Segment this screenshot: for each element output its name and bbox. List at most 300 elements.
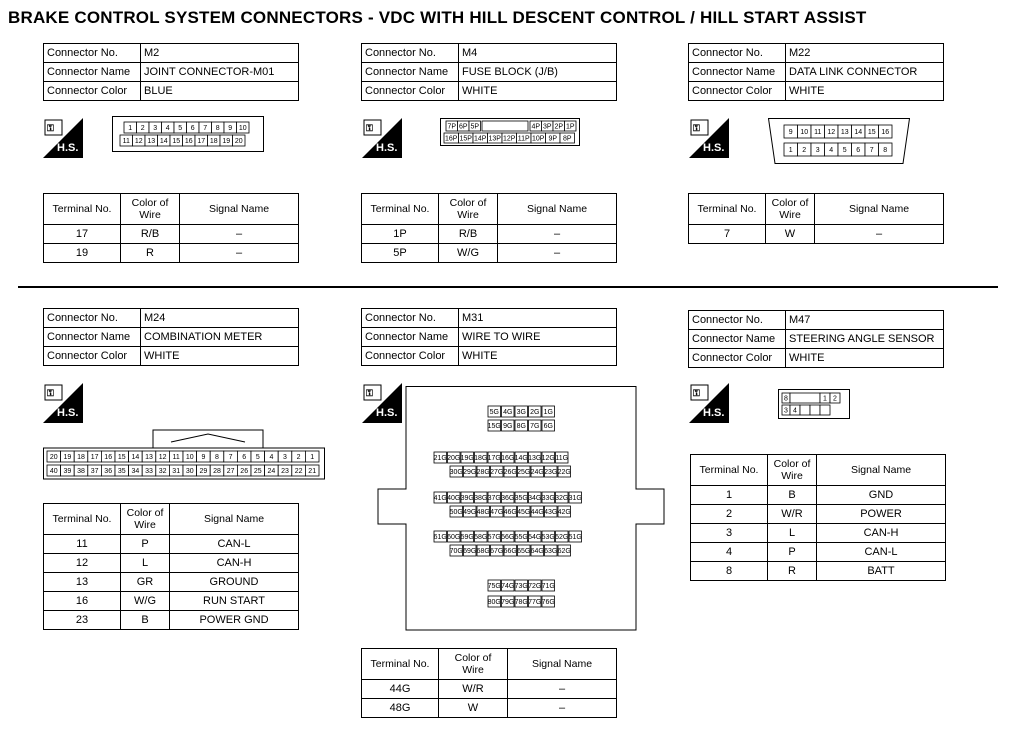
hs-label: H.S. [376,142,398,154]
pin-label: 19G [460,455,474,462]
pin-label: 40G [447,495,461,502]
color-of-wire-header: Color of Wire [766,194,815,225]
pin-label: 23G [544,469,558,476]
pin-cell [558,545,571,556]
pin-cell [463,466,476,477]
pin-cell [811,143,825,156]
table-row: 48G W – [362,699,617,718]
section-divider [18,286,998,288]
pin-label: 58G [474,534,488,541]
pin-cell [292,451,306,462]
pin-cell [517,133,532,143]
pin-cell [542,420,555,431]
pin-label: 44G [530,509,544,516]
connector-color-value: WHITE [786,82,944,101]
connector-color-value: WHITE [141,347,299,366]
pin-cell [488,133,503,143]
terminal-table [361,648,617,718]
pin-cell [560,133,575,143]
connector-info-table [361,43,617,101]
pin-label: 13 [840,129,849,136]
pin-label: 18 [209,138,218,145]
connector-face-m31 [376,386,666,637]
pin-cell [251,451,265,462]
pin-label: 14P [474,135,487,143]
pin-label: 75G [487,583,501,590]
pin-label: 24G [530,469,544,476]
connector-color-value: WHITE [459,347,617,366]
page-title: BRAKE CONTROL SYSTEM CONNECTORS - VDC WITH HILL DESCENT CONTROL / HILL START ASSIST [8,8,867,27]
color-of-wire-header: Color of Wire [439,194,498,225]
pin-label: 80G [487,599,501,606]
terminal-no-header: Terminal No. [691,455,768,486]
pin-cell [865,143,879,156]
connector-color-value: BLUE [141,82,299,101]
pin-label: 47G [490,509,504,516]
pin-label: 57G [487,534,501,541]
pin-label: 28 [213,468,221,475]
pin-label: 41G [433,495,447,502]
pin-label: 22 [294,468,303,475]
pin-label: 30G [449,469,463,476]
hs-label: H.S. [57,142,79,154]
pin-cell [504,545,517,556]
pin-cell [183,135,196,146]
pin-label: 29 [199,468,208,475]
signal-name-header: Signal Name [180,194,299,225]
pin-cell [463,506,476,517]
pin-label: 27G [490,469,504,476]
pin-label: 62G [557,548,571,555]
pin-cell [865,125,879,138]
pin-cell [542,492,555,503]
pin-label: 35G [514,495,528,502]
pin-cell [477,506,490,517]
pin-label: 79G [501,599,515,606]
table-row: 19 R – [44,244,299,263]
pin-cell [170,135,183,146]
svg-text:⚿: ⚿ [47,388,54,398]
pin-label: 42G [557,509,571,516]
pin-cell [458,121,470,131]
pin-label: 78G [514,599,528,606]
pin-label: 1 [788,147,793,154]
pin-cell [47,465,61,476]
pin-cell [784,125,798,138]
pin-cell [474,531,487,542]
terminal-table [688,193,944,244]
pin-cell [782,405,790,415]
pin-cell [474,452,487,463]
pin-cell [558,466,571,477]
pin-label: 7 [203,125,208,132]
pin-cell [251,465,265,476]
pin-label: 15 [867,129,876,136]
terminal-table [43,503,299,630]
pin-label: 31 [172,468,181,475]
pin-cell [879,143,893,156]
pin-cell [515,580,528,591]
pin-cell [531,466,544,477]
pin-cell [517,466,530,477]
pin-label: 5 [178,125,183,132]
pin-label: 30 [185,468,194,475]
pin-label: 17G [487,455,501,462]
pin-label: 3 [153,125,158,132]
pin-label: 6 [242,454,247,461]
pin-cell [558,506,571,517]
connector-info-table [43,308,299,366]
harness-side-icon [362,118,402,158]
pin-cell [488,531,501,542]
pin-label: 8P [562,135,572,143]
table-row: 11 P CAN-L [44,535,299,554]
pin-label: 19 [63,454,72,461]
connector-name-value: WIRE TO WIRE [459,328,617,347]
pin-cell [488,580,501,591]
pin-label: 14 [131,454,140,461]
pin-cell [529,406,542,417]
pin-cell [197,465,211,476]
pin-cell [158,135,171,146]
pin-label: 1 [128,125,133,132]
pin-cell [233,135,246,146]
pin-cell [305,451,319,462]
connector-color-value: WHITE [786,349,944,368]
connector-no-value: M47 [786,311,944,330]
connector-no-value: M22 [786,44,944,63]
pin-label: 29G [463,469,477,476]
pin-cell [473,133,488,143]
pin-cell [459,133,474,143]
pin-cell [798,143,812,156]
pin-cell [224,122,237,133]
pin-cell [461,531,474,542]
pin-cell [145,135,158,146]
pin-cell [798,125,812,138]
connector-face-m22 [768,118,910,169]
pin-cell [101,451,115,462]
pin-label: 28G [476,469,490,476]
pin-label: 46G [503,509,517,516]
pin-label: 20 [234,138,243,145]
pin-cell [515,492,528,503]
harness-side-icon [43,118,83,158]
pin-cell [133,135,146,146]
pin-label: 14G [514,455,528,462]
pin-label: 3P [542,123,552,131]
connector-name-label: Connector Name [44,63,141,82]
pin-cell [790,393,820,403]
pin-cell [210,451,224,462]
pin-cell [74,451,88,462]
pin-cell [446,121,458,131]
pin-label: 37 [90,468,99,475]
pin-label: 23 [281,468,289,475]
connector-no-value: M24 [141,309,299,328]
connector-info-table [361,308,617,366]
pin-label: 26G [503,469,517,476]
pin-label: 12 [827,129,836,136]
pin-label: 32G [555,495,569,502]
pin-label: 2 [833,395,837,403]
pin-cell [501,492,514,503]
table-row: 17 R/B – [44,225,299,244]
pin-label: 56G [501,534,515,541]
connector-info-table [688,43,944,101]
pin-label: 70G [449,548,463,555]
pin-label: 12 [158,454,167,461]
pin-cell [461,492,474,503]
pin-cell [292,465,306,476]
hs-label: H.S. [703,142,725,154]
table-row: 7 W – [689,225,944,244]
pin-cell [183,465,197,476]
harness-side-icon [43,383,83,423]
pin-cell [879,125,893,138]
pin-cell [501,531,514,542]
pin-label: 16G [501,455,515,462]
connector-face-m24 [43,428,325,485]
svg-text:⚿: ⚿ [47,123,54,133]
connector-color-label: Connector Color [362,82,459,101]
pin-label: 1 [310,454,315,461]
pin-cell [237,465,251,476]
pin-cell [810,405,820,415]
pin-cell [169,465,183,476]
pin-label: 18 [77,454,85,461]
svg-text:⚿: ⚿ [693,388,700,398]
connector-color-value: WHITE [459,82,617,101]
pin-cell [224,451,238,462]
terminal-no-header: Terminal No. [362,649,439,680]
pin-cell [447,452,460,463]
pin-cell [542,452,555,463]
pin-cell [482,121,528,131]
pin-cell [838,143,852,156]
connector-color-label: Connector Color [362,347,459,366]
pin-cell [820,405,830,415]
color-of-wire-header: Color of Wire [121,504,170,535]
pin-label: 10P [532,135,545,143]
pin-cell [450,545,463,556]
pin-label: 35 [117,468,126,475]
connector-name-label: Connector Name [689,63,786,82]
pin-cell [490,466,503,477]
pin-cell [544,545,557,556]
pin-label: 9 [788,129,793,136]
pin-label: 7G [530,423,540,430]
pin-label: 15 [172,138,181,145]
pin-cell [183,451,197,462]
pin-cell [504,506,517,517]
pin-cell [555,452,568,463]
pin-label: 16 [104,454,113,461]
pin-label: 6 [856,147,861,154]
pin-label: 45G [517,509,531,516]
pin-label: 11 [172,454,180,461]
pin-label: 68G [476,548,490,555]
pin-cell [142,451,156,462]
pin-cell [137,122,150,133]
color-of-wire-header: Color of Wire [121,194,180,225]
pin-label: 36 [104,468,113,475]
pin-cell [825,143,839,156]
pin-label: 16 [881,129,890,136]
pin-cell [278,465,292,476]
pin-cell [517,545,530,556]
signal-name-header: Signal Name [817,455,946,486]
pin-cell [488,406,501,417]
pin-cell [450,466,463,477]
connector-no-label: Connector No. [689,44,786,63]
table-row: 1P R/B – [362,225,617,244]
pin-cell [852,143,866,156]
pin-label: 65G [517,548,531,555]
pin-cell [502,420,515,431]
connector-no-label: Connector No. [362,309,459,328]
pin-label: 1 [823,395,827,403]
signal-name-header: Signal Name [498,194,617,225]
table-row: 23 B POWER GND [44,611,299,630]
pin-label: 9 [228,125,233,132]
connector-name-label: Connector Name [689,330,786,349]
pin-label: 8 [784,395,788,403]
pin-cell [463,545,476,556]
pin-cell [120,135,133,146]
connector-name-label: Connector Name [362,328,459,347]
pin-label: 43G [544,509,558,516]
pin-cell [447,531,460,542]
pin-cell [101,465,115,476]
pin-label: 4 [165,125,170,132]
pin-cell [210,465,224,476]
pin-cell [265,451,279,462]
pin-label: 69G [463,548,477,555]
pin-cell [501,452,514,463]
pin-cell [542,121,554,131]
pin-label: 3 [283,454,287,461]
pin-cell [542,406,555,417]
pin-label: 61G [433,534,447,541]
pin-cell [212,122,225,133]
table-row: 2 W/R POWER [691,505,946,524]
pin-cell [265,465,279,476]
pin-label: 6P [458,123,468,131]
pin-cell [237,451,251,462]
pin-cell [515,531,528,542]
pin-label: 7 [869,147,874,154]
pin-label: 25G [517,469,531,476]
pin-label: 38G [474,495,488,502]
signal-name-header: Signal Name [815,194,944,225]
pin-label: 4 [793,407,797,415]
pin-cell [530,121,542,131]
pin-label: 13G [528,455,542,462]
pin-label: 38 [77,468,85,475]
pin-label: 76G [541,599,555,606]
table-row: 44G W/R – [362,680,617,699]
pin-cell [542,580,555,591]
pin-cell [790,405,800,415]
pin-cell [569,492,582,503]
pin-cell [502,406,515,417]
pin-cell [565,121,577,131]
connector-info-table [688,310,944,368]
pin-label: 50G [449,509,463,516]
pin-label: 33G [541,495,555,502]
pin-cell [142,465,156,476]
pin-cell [553,121,565,131]
pin-cell [488,452,501,463]
pin-cell [199,122,212,133]
pin-cell [501,596,514,607]
pin-cell [529,420,542,431]
pin-label: 74G [501,583,515,590]
pin-cell [444,133,459,143]
pin-cell [129,451,143,462]
pin-label: 21G [433,455,447,462]
hs-label: H.S. [703,407,725,419]
connector-color-label: Connector Color [689,349,786,368]
pin-cell [61,465,75,476]
pin-cell [531,506,544,517]
pin-label: 71G [541,583,555,590]
connector-name-value: COMBINATION METER [141,328,299,347]
pin-cell [531,133,546,143]
pin-cell [531,545,544,556]
pin-cell [825,125,839,138]
pin-label: 14 [159,138,168,145]
pin-cell [488,492,501,503]
terminal-table [361,193,617,263]
pin-cell [544,466,557,477]
pin-label: 63G [544,548,558,555]
connector-color-label: Connector Color [689,82,786,101]
signal-name-header: Signal Name [508,649,617,680]
pin-label: 5 [842,147,847,154]
harness-side-icon [689,383,729,423]
pin-cell [542,596,555,607]
pin-cell [820,393,830,403]
pin-label: 3G [516,409,526,416]
pin-cell [208,135,221,146]
pin-cell [546,133,561,143]
pin-cell [515,596,528,607]
pin-label: 11P [517,135,530,143]
pin-label: 3 [784,407,788,415]
pin-label: 3 [815,147,820,154]
pin-label: 54G [528,534,542,541]
pin-label: 34G [528,495,542,502]
harness-side-icon [689,118,729,158]
pin-cell [47,451,61,462]
pin-label: 4 [269,454,274,461]
pin-label: 73G [514,583,528,590]
pin-cell [88,465,102,476]
terminal-no-header: Terminal No. [44,504,121,535]
pin-label: 39 [63,468,72,475]
pin-label: 53G [541,534,555,541]
pin-label: 14 [854,129,863,136]
pin-cell [852,125,866,138]
connector-name-value: STEERING ANGLE SENSOR [786,330,944,349]
pin-cell [197,451,211,462]
pin-label: 6 [190,125,195,132]
pin-label: 39G [460,495,474,502]
pin-cell [156,451,170,462]
pin-label: 31G [568,495,582,502]
